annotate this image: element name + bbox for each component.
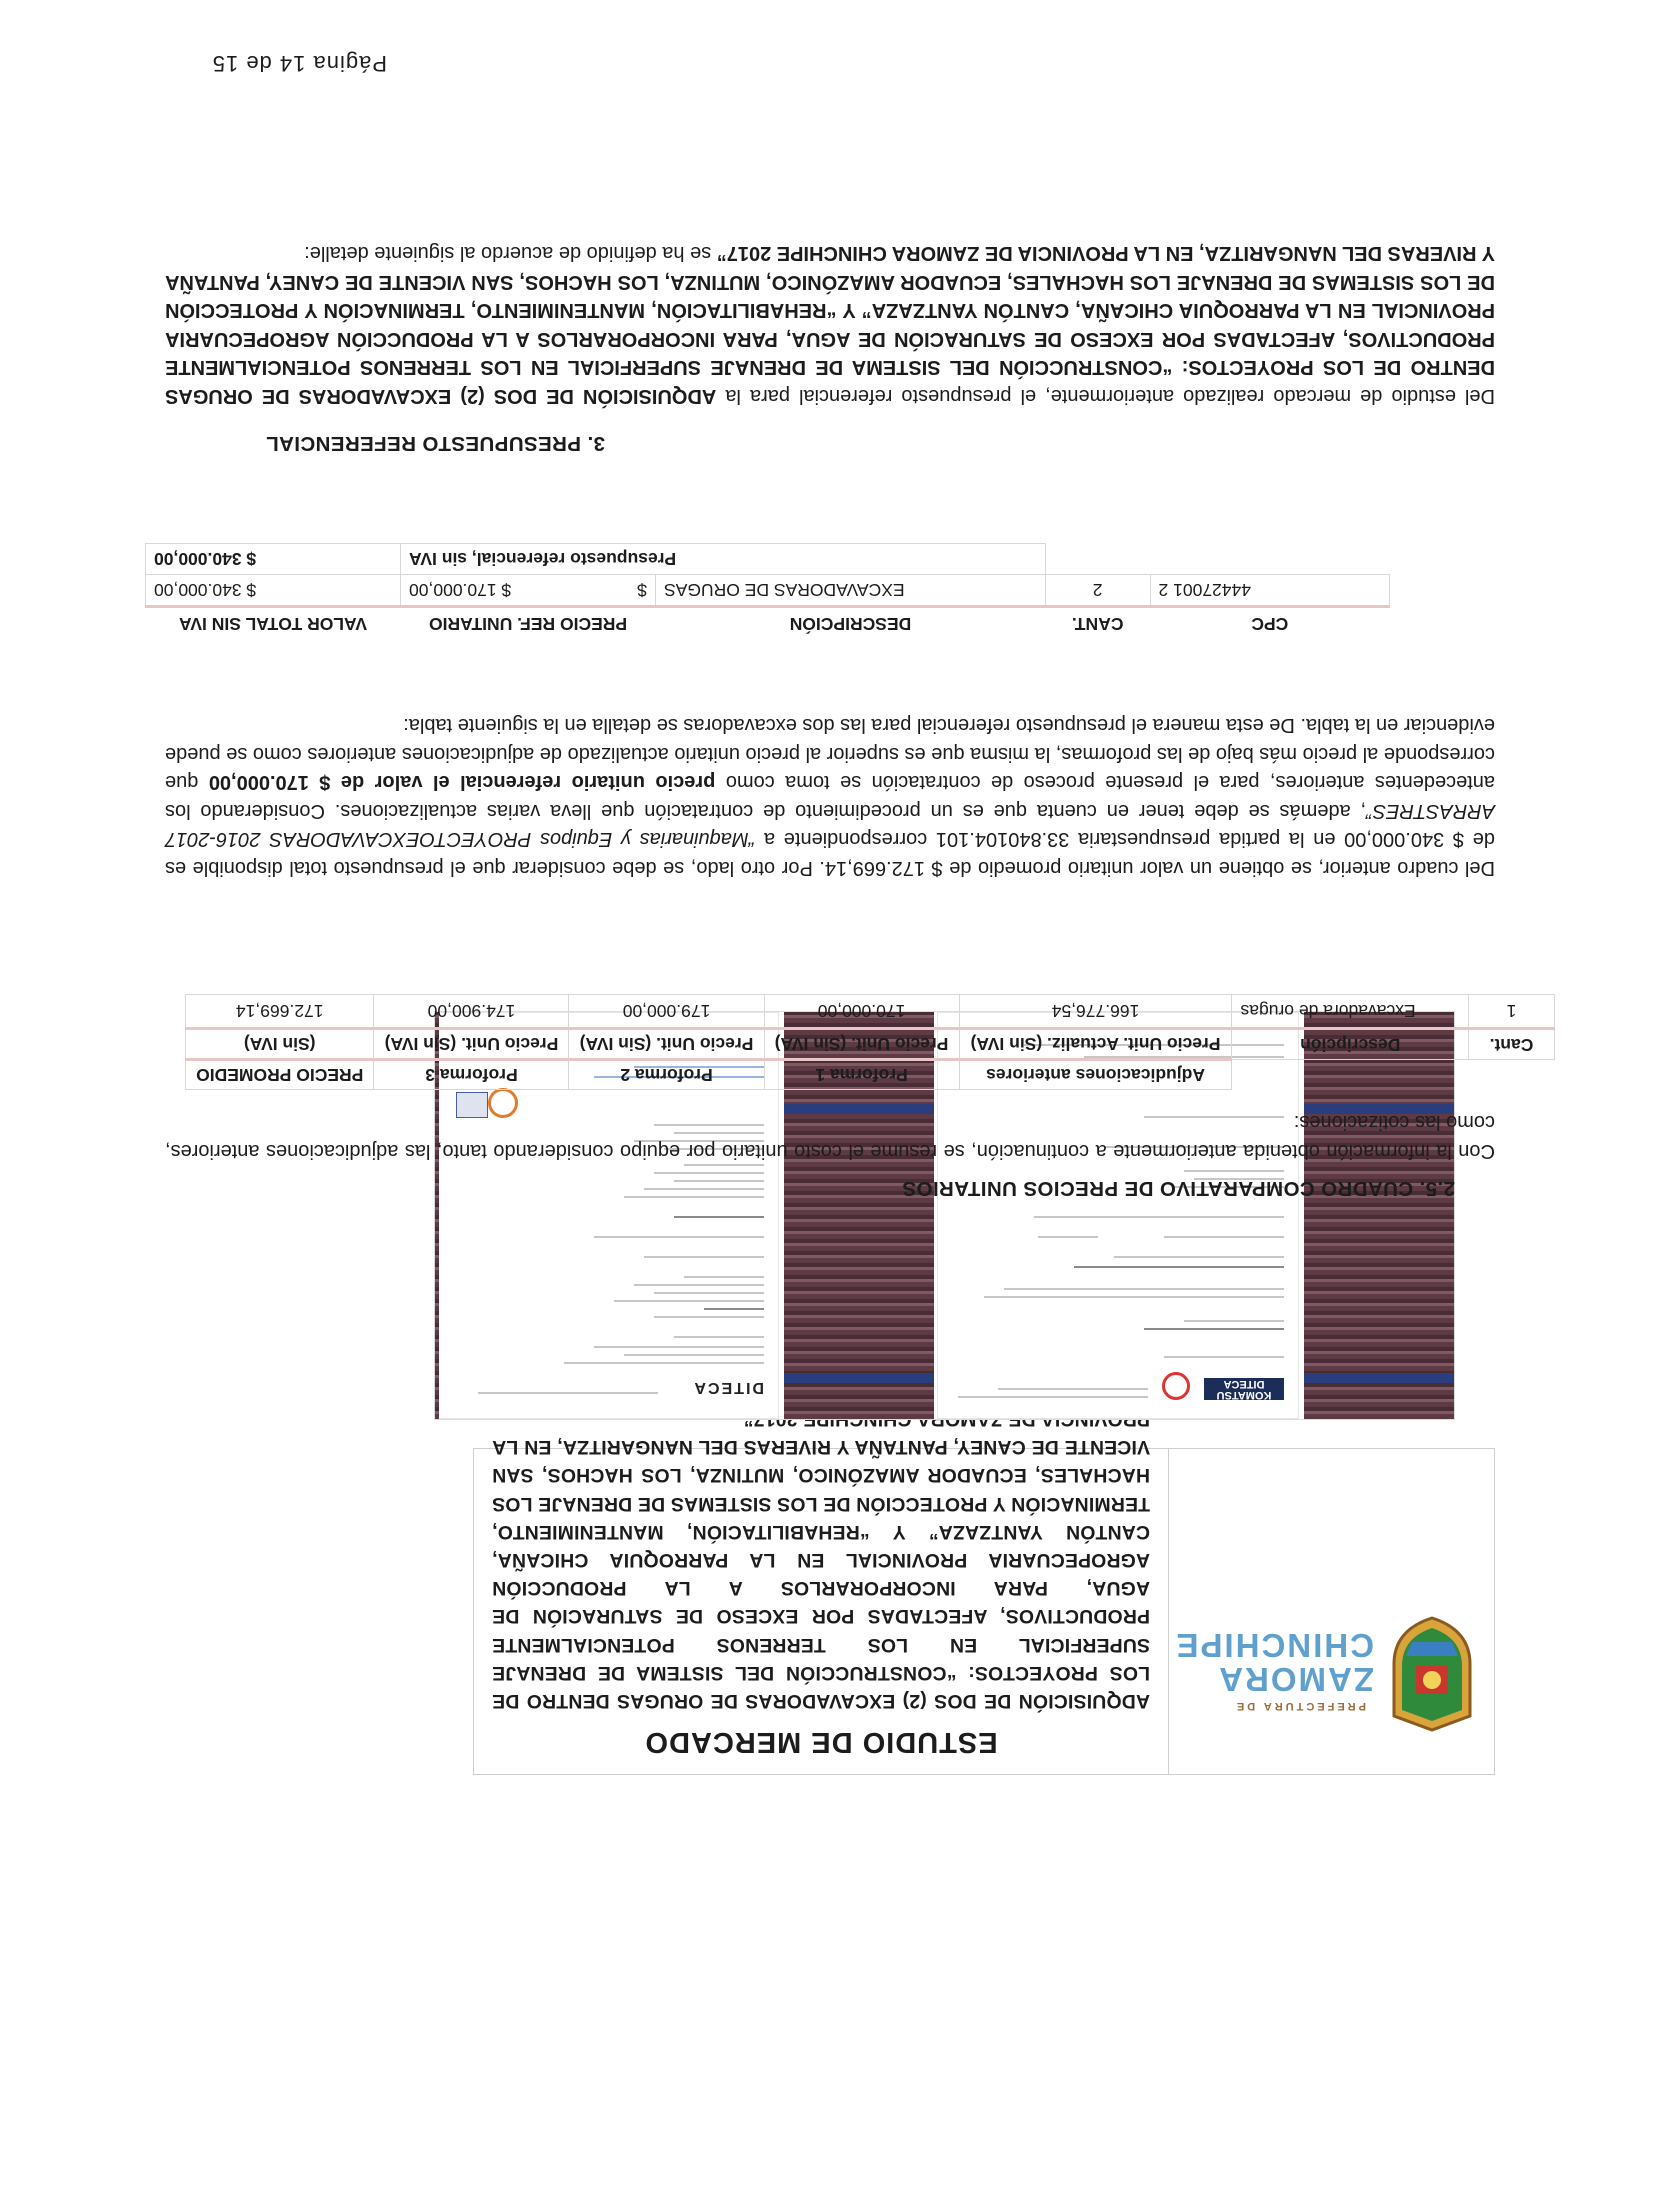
table2-total-label: Presupuesto referencial, sin IVA (401, 544, 1046, 575)
table1-header-proforma1: Proforma 1 (764, 1060, 959, 1090)
table1-sub-prom: (Sin IVA) (186, 1029, 374, 1060)
section-3-text-b: se ha definido de acuerdo al siguiente detalle: (304, 242, 717, 265)
page-number: Página 14 de 15 (211, 51, 387, 76)
table2-header-cpc: CPC (1150, 607, 1389, 641)
table2-header-total: VALOR TOTAL SIN IVA (146, 607, 401, 641)
header-text-block (474, 1436, 1168, 1774)
table1-cell-adj: 166.776,54 (959, 995, 1232, 1029)
table1-sub-cant: Cant. (1469, 1029, 1555, 1060)
table1-sub-p2: Precio Unit. (Sin IVA) (569, 1029, 764, 1060)
table1-sub-header-row (186, 1029, 1555, 1060)
table-row (186, 995, 1555, 1029)
table2-total-value: $ 340.000,00 (146, 544, 401, 575)
table1-sub-p3: Precio Unit. (Sin IVA) (374, 1029, 569, 1060)
table2-header-row (146, 607, 1390, 641)
section-3-text-bold: ADQUISICIÓN DE DOS (2) EXCAVADORAS DE ORUGAS DENTRO DE LOS PROYECTOS: “CONSTRUCCIÓN DEL SISTEMA DE DRENAJE SUPERFICIAL EN LOS TERRENOS POTENCIALMENTE PRODUCTIVOS, AFECTADAS POR EXCESO DE SATURACIÓN DE AGUA, PARA INCORPORARLOS A LA PRODUCCIÓN AGROPECUARIA PROVINCIAL EN LA PARROQUIA CHICAÑA, CANTÓN YANTZAZA” Y “REHABILITACIÓN, MANTENIMIENTO, TERMINACIÓN Y PROTECCIÓN DE LOS SISTEMAS DE DRENAJE LOS HACHALES, ECUADOR AMAZÓNICO, MUTINZA, LOS HACHOS, SAN VICENTE DE CANEY, PANTAÑA Y RIVERAS DEL NANGARITZA, EN LA PROVINCIA DE ZAMORA CHINCHIPE 2017” (165, 242, 1495, 407)
table1-header-adjudicaciones: Adjudicaciones anteriores (959, 1060, 1232, 1090)
section-2-5-heading: 2.5. CUADRO COMPARATIVO DE PRECIOS UNITARIOS (902, 1177, 1455, 1200)
table1-cell-prom: 172.669,14 (186, 995, 374, 1029)
analysis-text-3: que corresponde al precio más bajo de las proformas, la misma que es superior al precio unitario actualizado de adjudicaciones anteriores como se puede evidenciar en la tabla. De esta manera el presupuesto referencial para las dos excavadoras se detalla en la siguiente tabla: (165, 714, 1495, 794)
table2-cell-cant: 2 (1045, 575, 1150, 607)
table2-header-descripcion: DESCRIPCIÓN (656, 607, 1046, 641)
table2-header-cant: CANT. (1045, 607, 1150, 641)
table1-group-header-row (186, 1060, 1555, 1090)
document-title: ESTUDIO DE MERCADO (644, 1726, 998, 1758)
table1-sub-adj: Precio Unit. Actualiz. (Sin IVA) (959, 1029, 1232, 1060)
coat-of-arms-icon (1386, 1616, 1478, 1734)
section-3-paragraph (165, 239, 1495, 410)
prefectura-logo (1168, 1449, 1494, 1774)
diteca-logo: DITECA (692, 1379, 764, 1396)
table1-header-proforma2: Proforma 2 (569, 1060, 764, 1090)
section-2-5-intro: Con la información obtenida anteriormente a continuación, se resume el costo unitario por equipo considerando tanto, las adjudicaciones anteriores, como las cotizaciones: (165, 1111, 1495, 1162)
table2-cell-total-value: $ 340.000,00 (154, 580, 257, 601)
analysis-bold: precio unitario referencial el valor de $ 170.000,00 (208, 771, 716, 794)
table2-cell-precio-value: $ 170.000,00 (409, 580, 512, 601)
table1-cell-cant: 1 (1469, 995, 1555, 1029)
document-header (473, 1436, 1495, 1775)
section-3-heading: 3. PRESUPUESTO REFERENCIAL (265, 432, 605, 455)
analysis-text-1: Del cuadro anterior, se obtiene un valor unitario promedio de $ 172.669,14. Por otro lado, se debe considerar que el presupuesto total disponible es de $ 340.000,00 en la partida presupuestaria 33.840104.101 correspondiente a (165, 828, 1495, 879)
table1-sub-descripcion: Descripción (1232, 1029, 1469, 1060)
unit-price-comparison-table (185, 994, 1555, 1090)
table-row (146, 575, 1390, 607)
analysis-italic: “Maquinarias y Equipos PROYECTOEXCAVADORAS 2016-2017 ARRASTRES” (164, 800, 1495, 851)
table2-cell-total (146, 575, 401, 607)
analysis-paragraph (165, 711, 1495, 882)
table2-cell-descripcion: EXCAVADORAS DE ORUGAS (656, 575, 1046, 607)
logo-line-2: CHINCHIPE (1174, 1627, 1374, 1664)
logo-line-1: ZAMORA (1217, 1661, 1374, 1698)
table1-cell-p3: 174.900,00 (374, 995, 569, 1029)
logo-prefix: PREFECTURA DE (1233, 1700, 1366, 1712)
table1-sub-p1: Precio Unit. (Sin IVA) (764, 1029, 959, 1060)
table1-cell-descripcion: Excavadora de orugas (1232, 995, 1469, 1029)
table1-cell-p2: 179.000,00 (569, 995, 764, 1029)
reference-budget-table (145, 543, 1390, 640)
table2-cell-precio: $ $ 170.000,00 (401, 575, 656, 607)
cert-seal-icon (1162, 1372, 1190, 1400)
table1-cell-p1: 170.000,00 (764, 995, 959, 1029)
table2-header-precio: PRECIO REF. UNITARIO (401, 607, 656, 641)
document-subject: ADQUISICIÓN DE DOS (2) EXCAVADORAS DE ORUGAS DENTRO DE LOS PROYECTOS: “CONSTRUCCIÓN DEL SISTEMA DE DRENAJE SUPERFICIAL EN LOS TERRENOS POTENCIALMENTE PRODUCTIVOS, AFECTADAS POR EXCESO DE SATURACIÓN DE AGUA, PARA INCORPORARLOS A LA PRODUCCIÓN AGROPECUARIA PROVINCIAL EN LA PARROQUIA CHICAÑA, CANTÓN YANTZAZA” Y “REHABILITACIÓN, MANTENIMIENTO, TERMINACIÓN Y PROTECCIÓN DE LOS SISTEMAS DE DRENAJE LOS HACHALES, ECUADOR AMAZÓNICO, MUTINZA, LOS HACHOS, SAN VICENTE DE CANEY, PANTAÑA Y RIVERAS DEL NANGARITZA, EN LA (492, 1436, 1150, 1712)
table1-header-promedio: PRECIO PROMEDIO (186, 1060, 374, 1090)
section-3-text-a: Del estudio de mercado realizado anteriormente, el presupuesto referencial para la (725, 385, 1495, 407)
table2-total-row (146, 544, 1390, 575)
analysis-text-2: , además se debe tener en cuenta que es un procedimiento de contratación que lleva varias actualizaciones. Considerando los antecedentes anteriores, para el presente proceso de contratación se toma como (165, 771, 1495, 822)
table2-cell-cpc: 44427001 2 (1150, 575, 1389, 607)
komatsu-logo: KOMATSU DITECA (1204, 1378, 1284, 1400)
table1-header-proforma3: Proforma 3 (374, 1060, 569, 1090)
